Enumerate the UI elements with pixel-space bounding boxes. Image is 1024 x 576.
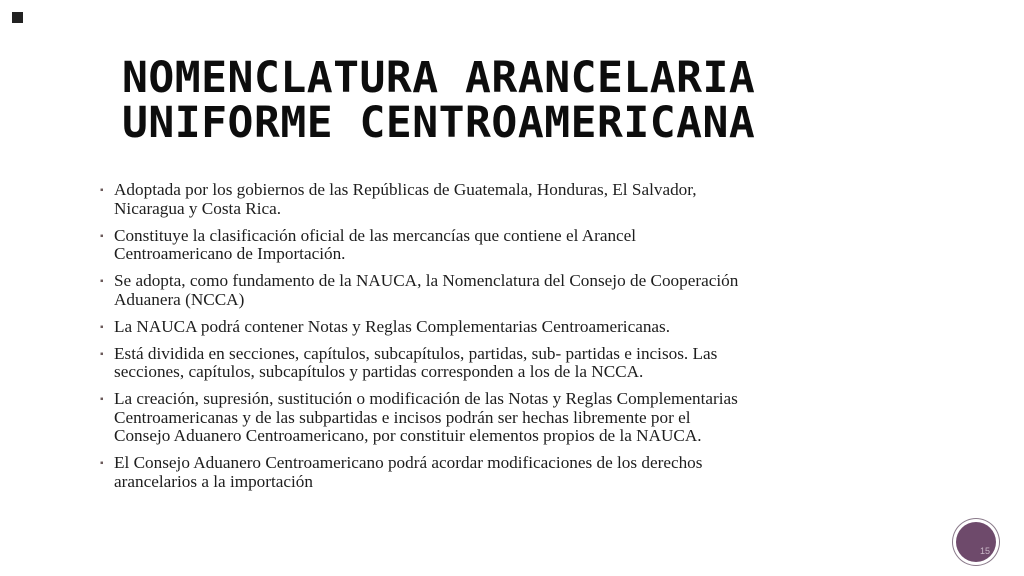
slide-title-line-2: UNIFORME CENTROAMERICANA [122, 98, 756, 148]
bullet-text-line: Centroamericanas y de las subpartidas e incisos podrán ser hechas libremente por el [114, 407, 691, 427]
bullet-text-line: Adoptada por los gobiernos de las Repúblicas de Guatemala, Honduras, El Salvador, [114, 180, 697, 199]
slide-number: 15 [979, 546, 990, 556]
bullet-text-line: La creación, supresión, sustitución o modificación de las Notas y Reglas Complementarias [114, 389, 738, 408]
bullet-list [100, 181, 930, 500]
slide-title-line-1: NOMENCLATURA ARANCELARIA [122, 53, 756, 103]
bullet-item-2 [100, 227, 930, 264]
bullet-text-line: Consejo Aduanero Centroamericano, por constituir elementos propios de la NAUCA. [114, 426, 702, 445]
bullet-marker-icon: ▪ [100, 458, 104, 469]
corner-marker [12, 12, 23, 23]
bullet-text-line: El Consejo Aduanero Centroamericano podrá acordar modificaciones de los derechos [114, 453, 703, 472]
slide-title [122, 53, 922, 148]
bullet-text-line: Está dividida en secciones, capítulos, subcapítulos, partidas, sub- partidas e incisos. Las [114, 343, 718, 363]
bullet-marker-icon: ▪ [100, 185, 104, 196]
slide-number-badge [956, 522, 996, 562]
bullet-marker-icon: ▪ [100, 321, 104, 333]
bullet-text-line: Centroamericano de Importación. [114, 244, 346, 263]
bullet-text-line: Nicaragua y Costa Rica. [114, 198, 282, 218]
bullet-marker-icon: ▪ [100, 276, 104, 287]
bullet-text-line: Se adopta, como fundamento de la NAUCA, la Nomenclatura del Consejo de Cooperación [114, 271, 739, 290]
bullet-text-line: arancelarios a la importación [114, 471, 313, 491]
bullet-marker-icon: ▪ [100, 230, 104, 242]
bullet-item-6 [100, 390, 930, 446]
bullet-item-3 [100, 272, 930, 309]
bullet-item-7 [100, 454, 930, 491]
bullet-text-line: La NAUCA podrá contener Notas y Reglas Complementarias Centroamericanas. [114, 316, 671, 336]
bullet-item-1 [100, 181, 930, 218]
bullet-text-line: secciones, capítulos, subcapítulos y partidas corresponden a los de la NCCA. [114, 362, 644, 381]
bullet-text-line: Aduanera (NCCA) [114, 289, 245, 309]
bullet-marker-icon: ▪ [100, 394, 104, 405]
bullet-item-5 [100, 345, 930, 382]
bullet-text-line: Constituye la clasificación oficial de las mercancías que contiene el Arancel [114, 225, 637, 245]
bullet-item-4 [100, 318, 930, 337]
bullet-marker-icon: ▪ [100, 348, 104, 360]
